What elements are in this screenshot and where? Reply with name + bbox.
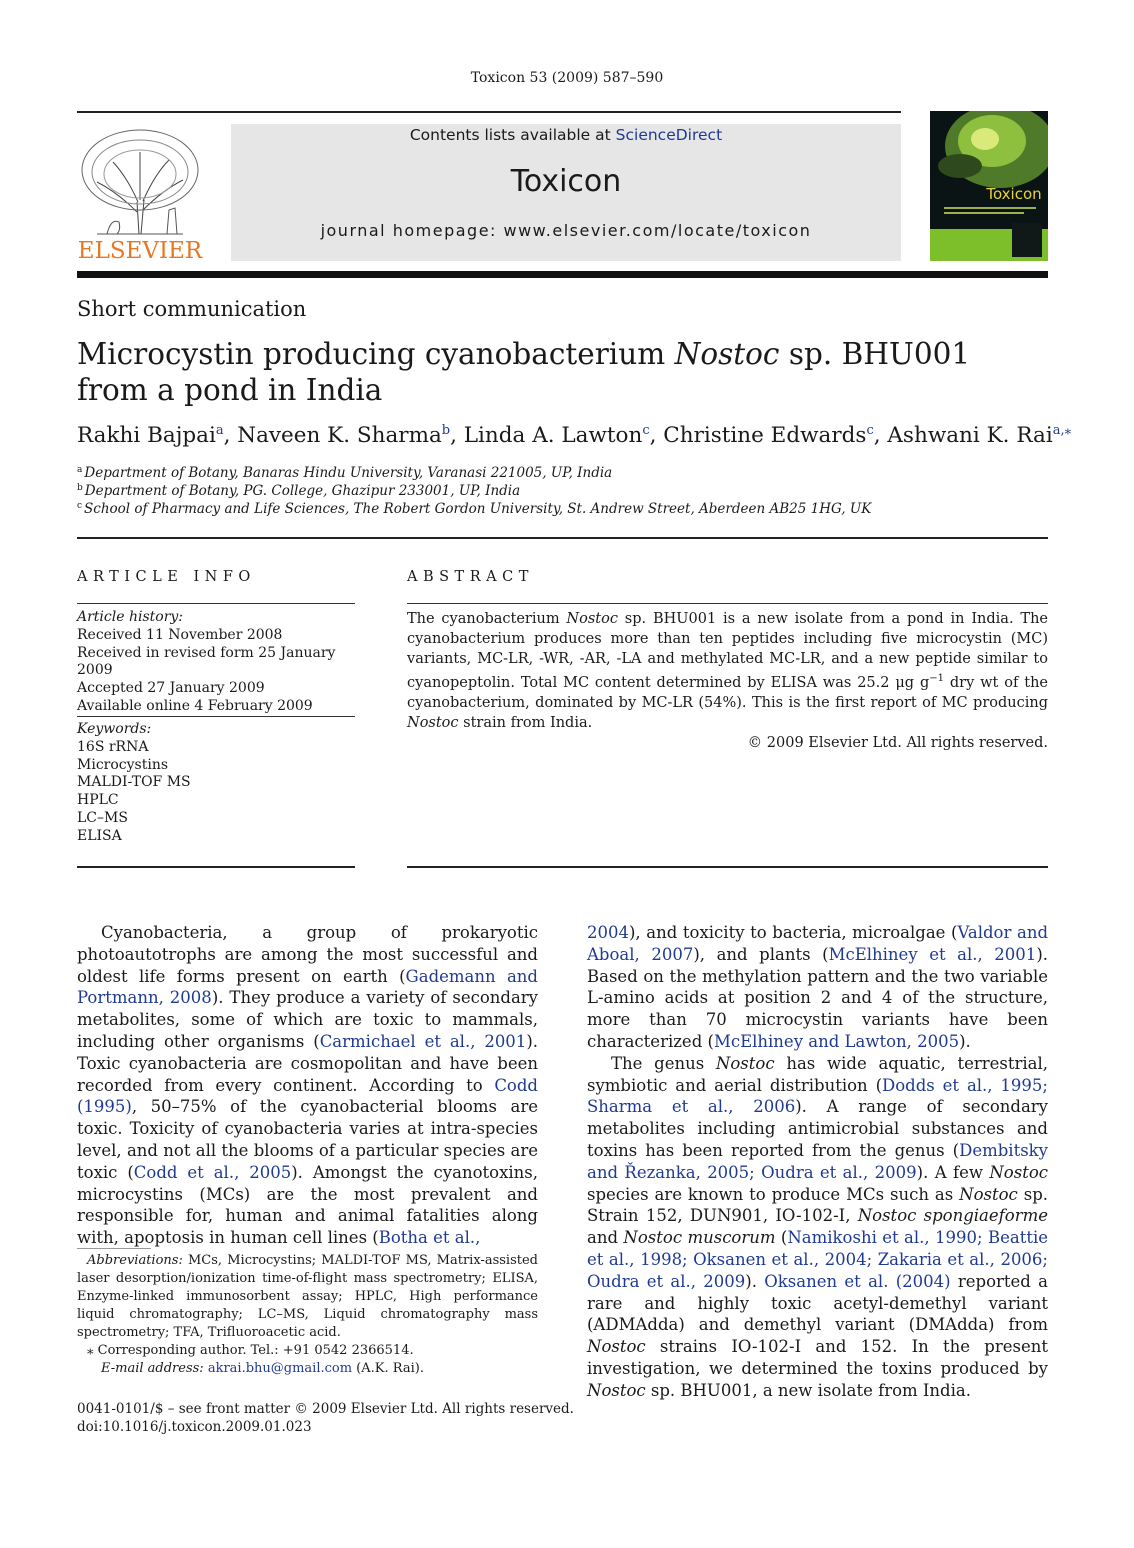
contents-prefix: Contents lists available at bbox=[409, 126, 616, 144]
footnotes bbox=[77, 1252, 538, 1378]
paragraph: Cyanobacteria, a group of prokaryotic photoautotrophs are among the most successful and oldest life forms present on earth (Gademann and Portmann, 2008). They produce a variety of secondary metabolites, some of which are toxic to mammals, including other organisms (Carmichael et al., 2001). Toxic cyanobacteria are cosmopolitan and have been recorded from every continent. According to Codd (1995), 50–75% of the cyanobacterial blooms are toxic. Toxicity of cyanobacteria varies at intra-species level, and not all the blooms of a particular species are toxic (Codd et al., 2005). Amongst the cyanotoxins, microcystins (MCs) are the most prevalent and responsible for, human and animal fatalities along with, apoptosis in human cell lines (Botha et al., bbox=[77, 923, 538, 1248]
author-list: Rakhi Bajpai$^a$, Naveen K. Sharma$^b$, Linda A. Lawton$^c$, Christine Edwards$^c$, Ashwani K. Rai$^{a,⁎}$ bbox=[77, 423, 1072, 448]
journal-citation: Toxicon 53 (2009) 587–590 bbox=[470, 70, 664, 86]
svg-text:Toxicon: Toxicon bbox=[986, 185, 1042, 203]
citation-link[interactable]: Dembitsky and Řezanka, 2005; Oudra et al., 2009 bbox=[587, 1140, 1048, 1182]
citation-link[interactable]: Carmichael et al., 2001 bbox=[319, 1031, 527, 1051]
article-history bbox=[77, 609, 357, 716]
contents-line bbox=[231, 126, 901, 144]
abstract-bottom-rule bbox=[407, 866, 1048, 868]
footnote-rule bbox=[77, 1248, 151, 1249]
author[interactable]: Linda A. Lawton$^c$ bbox=[463, 423, 650, 448]
header-thick-rule bbox=[77, 271, 1048, 278]
history-item: Received in revised form 25 January 2009 bbox=[77, 644, 336, 679]
keyword: ELISA bbox=[77, 827, 122, 844]
email-link[interactable]: akrai.bhu@gmail.com bbox=[207, 1361, 353, 1376]
keywords-label: Keywords: bbox=[77, 721, 152, 737]
keywords-rule bbox=[77, 716, 355, 717]
author[interactable]: Rakhi Bajpai$^a$ bbox=[77, 423, 224, 448]
svg-text:ELSEVIER: ELSEVIER bbox=[77, 238, 203, 262]
article-info-bottom-rule bbox=[77, 866, 355, 868]
author[interactable]: Naveen K. Sharma$^b$ bbox=[237, 423, 451, 448]
affiliation-a: $^a$ Department of Botany, Banaras Hindu University, Varanasi 221005, UP, India bbox=[77, 465, 613, 481]
citation-link[interactable]: 2004 bbox=[587, 923, 629, 942]
affiliation-c: $^c$ School of Pharmacy and Life Sciences, The Robert Gordon University, St. Andrew Street, Aberdeen AB25 1HG, UK bbox=[77, 501, 872, 517]
citation-link[interactable]: McElhiney et al., 2001 bbox=[828, 944, 1037, 964]
abstract-copyright: © 2009 Elsevier Ltd. All rights reserved. bbox=[747, 734, 1048, 751]
article-info-heading: ARTICLE INFO bbox=[77, 569, 256, 585]
keyword: Microcystins bbox=[77, 756, 169, 773]
citation-link[interactable]: Valdor and Aboal, 2007 bbox=[587, 923, 1049, 964]
citation-link[interactable]: Namikoshi et al., 1990; Beattie et al., 1998; Oksanen et al., 2004; Zakaria et al., 2006; Oudra et al., 2009 bbox=[587, 1228, 1048, 1291]
header-rule bbox=[77, 111, 901, 113]
citation-link[interactable]: Oksanen et al. (2004) bbox=[764, 1271, 951, 1291]
citation-link[interactable]: Dodds et al., 1995; Sharma et al., 2006 bbox=[587, 1075, 1048, 1117]
title-text-2: sp. BHU001 from a pond in India bbox=[77, 337, 971, 407]
section-rule bbox=[77, 537, 1048, 539]
title-text-1: Microcystin producing cyanobacterium bbox=[77, 337, 675, 371]
history-label: Article history: bbox=[77, 609, 184, 625]
elsevier-tree-icon bbox=[77, 122, 203, 262]
abbreviations-footnote: Abbreviations: MCs, Microcystins; MALDI-TOF MS, Matrix-assisted laser desorption/ionization time-of-flight mass spectrometry; ELISA, Enzyme-linked immunosorbent assay; HPLC, High performance liquid chromatography; LC–MS, Liquid chromatography mass spectrometry; TFA, Trifluoroacetic acid. bbox=[77, 1253, 538, 1340]
body-column-left bbox=[77, 922, 538, 1249]
abstract-heading: ABSTRACT bbox=[407, 569, 534, 585]
keyword: 16S rRNA bbox=[77, 738, 149, 755]
history-item: Accepted 27 January 2009 bbox=[77, 680, 265, 697]
paragraph: The genus Nostoc has wide aquatic, terrestrial, symbiotic and aerial distribution (Dodds et al., 1995; Sharma et al., 2006). A range of secondary metabolites including antimicrobial substances and toxins has been reported from the genus (Dembitsky and Řezanka, 2005; Oudra et al., 2009). A few Nostoc species are known to produce MCs such as Nostoc sp. Strain 152, DUN901, IO-102-I, Nostoc spongiaeforme and Nostoc muscorum (Namikoshi et al., 1990; Beattie et al., 1998; Oksanen et al., 2004; Zakaria et al., 2006; Oudra et al., 2009). Oksanen et al. (2004) reported a rare and highly toxic acetyl-demethyl variant (ADMAdda) and demethyl variant (DMAdda) from Nostoc strains IO-102-I and 152. In the present investigation, we determined the toxins produced by Nostoc sp. BHU001, a new isolate from India. bbox=[587, 1053, 1049, 1400]
journal-banner bbox=[231, 124, 901, 261]
doi-line[interactable]: doi:10.1016/j.toxicon.2009.01.023 bbox=[77, 1419, 312, 1435]
journal-cover-image bbox=[930, 111, 1048, 261]
page-footer bbox=[77, 1400, 574, 1436]
article-title bbox=[77, 336, 977, 408]
sciencedirect-link[interactable]: ScienceDirect bbox=[615, 126, 723, 144]
journal-homepage[interactable]: journal homepage: www.elsevier.com/locate/toxicon bbox=[320, 221, 812, 240]
corresponding-author-footnote: ⁎ Corresponding author. Tel.: +91 0542 2366514. bbox=[87, 1343, 414, 1358]
citation-link[interactable]: Gademann and Portmann, 2008 bbox=[77, 966, 538, 1008]
elsevier-logo bbox=[77, 122, 203, 262]
citation-link[interactable]: Botha et al., bbox=[378, 1228, 481, 1248]
author[interactable]: Ashwani K. Rai$^{a,⁎}$ bbox=[887, 423, 1072, 448]
cover-art bbox=[930, 111, 1048, 261]
front-matter-line: 0041-0101/$ – see front matter © 2009 Elsevier Ltd. All rights reserved. bbox=[77, 1401, 574, 1417]
body-column-right bbox=[587, 922, 1048, 1402]
citation-link[interactable]: McElhiney and Lawton, 2005 bbox=[713, 1031, 960, 1051]
keyword: HPLC bbox=[77, 792, 119, 809]
email-footnote: E-mail address: akrai.bhu@gmail.com (A.K. Rai). bbox=[101, 1361, 424, 1376]
affiliation-b: $^b$ Department of Botany, PG. College, Ghazipur 233001, UP, India bbox=[77, 483, 521, 499]
keyword: LC–MS bbox=[77, 809, 128, 826]
title-genus: Nostoc bbox=[674, 337, 780, 371]
abstract-text: The cyanobacterium Nostoc sp. BHU001 is a new isolate from a pond in India. The cyanobacterium produces more than ten peptides including five microcystin (MC) variants, MC-LR, -WR, -AR, -LA and methylated MC-LR, and a new peptide similar to cyanopeptolin. Total MC content determined by ELISA was 25.2 μg $g^{-1}$ dry wt of the cyanobacterium, dominated by MC-LR (54%). This is the first report of MC producing Nostoc strain from India. © 2009 Elsevier Ltd. All rights reserved. bbox=[407, 611, 1048, 751]
history-item: Received 11 November 2008 bbox=[77, 626, 283, 643]
history-item: Available online 4 February 2009 bbox=[77, 697, 313, 714]
author[interactable]: Christine Edwards$^c$ bbox=[663, 423, 874, 448]
paragraph: 2004), and toxicity to bacteria, microalgae (Valdor and Aboal, 2007), and plants (McElhiney et al., 2001). Based on the methylation pattern and the two variable L-amino acids at position 2 and 4 of the structure, more than 70 microcystin variants have been characterized (McElhiney and Lawton, 2005). bbox=[587, 923, 1049, 1051]
citation-link[interactable]: Codd (1995) bbox=[77, 1075, 538, 1117]
abstract-rule bbox=[407, 603, 1048, 604]
citation-link[interactable]: Codd et al., 2005 bbox=[133, 1162, 292, 1182]
keyword: MALDI-TOF MS bbox=[77, 774, 191, 791]
journal-title: Toxicon bbox=[510, 164, 622, 199]
article-type: Short communication bbox=[77, 297, 307, 321]
keywords bbox=[77, 721, 357, 846]
article-info-rule bbox=[77, 603, 355, 604]
